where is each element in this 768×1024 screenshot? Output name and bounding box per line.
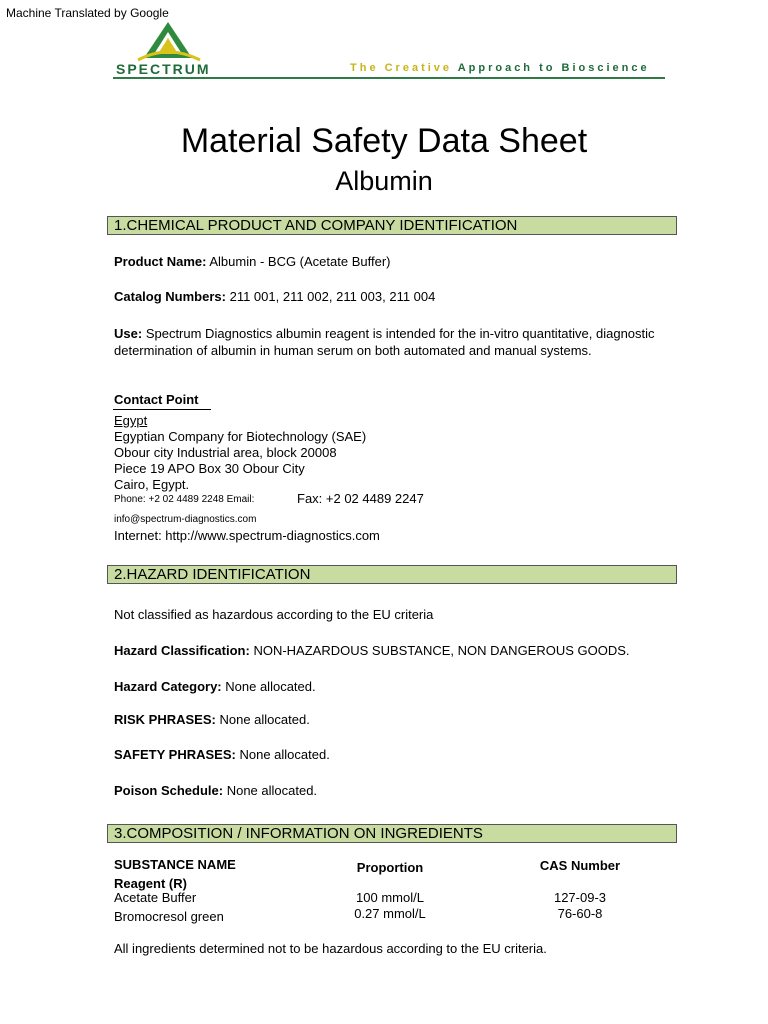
row-1-proportion: 100 mmol/L (356, 890, 424, 905)
contact-address-2: Piece 19 APO Box 30 Obour City (114, 461, 305, 476)
tagline-rest: Approach to Bioscience (457, 62, 650, 74)
hazard-classification-label: Hazard Classification: (114, 643, 250, 658)
use-line-1 (114, 326, 655, 341)
contact-city: Cairo, Egypt. (114, 477, 190, 492)
contact-address-1: Obour city Industrial area, block 20008 (114, 445, 337, 460)
composition-footer: All ingredients determined not to be hazardous according to the EU criteria. (114, 941, 547, 956)
hazard-category (114, 679, 316, 694)
section-1-heading: 1.CHEMICAL PRODUCT AND COMPANY IDENTIFICATION (107, 216, 677, 235)
contact-point-heading: Contact Point (114, 392, 199, 407)
safety-phrases (114, 747, 330, 762)
risk-phrases-label: RISK PHRASES: (114, 712, 216, 727)
document-subtitle: Albumin (335, 166, 433, 196)
col-substance-name: SUBSTANCE NAME (114, 857, 236, 872)
section-3-heading: 3.COMPOSITION / INFORMATION ON INGREDIENTS (107, 824, 677, 843)
use-line-2: determination of albumin in human serum on both automated and manual systems. (114, 343, 592, 358)
row-2-cas: 76-60-8 (557, 906, 603, 921)
product-name (114, 254, 390, 269)
hazard-classification (114, 643, 630, 658)
catalog-numbers-label: Catalog Numbers: (114, 289, 226, 304)
contact-point-underline (113, 409, 211, 410)
row-1-cas: 127-09-3 (553, 890, 607, 905)
poison-schedule-value: None allocated. (226, 783, 318, 798)
contact-phone: Phone: +2 02 4489 2248 Email: (114, 494, 255, 505)
reagent-group: Reagent (R) (114, 876, 187, 891)
poison-schedule-label: Poison Schedule: (114, 783, 224, 798)
hazard-category-label: Hazard Category: (114, 679, 222, 694)
document-title: Material Safety Data Sheet (180, 122, 588, 160)
product-name-value: Albumin - BCG (Acetate Buffer) (209, 254, 391, 269)
row-2-proportion: 0.27 mmol/L (354, 906, 426, 921)
hazard-category-value: None allocated. (225, 679, 316, 694)
use-text-1: Spectrum Diagnostics albumin reagent is intended for the in-vitro quantitative, diagnostic (145, 326, 655, 341)
use-label: Use: (114, 326, 143, 341)
risk-phrases-value: None allocated. (219, 712, 310, 727)
brand-name: SPECTRUM (116, 61, 211, 77)
col-cas-number: CAS Number (539, 858, 621, 873)
catalog-numbers-value: 211 001, 211 002, 211 003, 211 004 (229, 289, 436, 304)
row-2-name: Bromocresol green (114, 909, 224, 924)
safety-phrases-label: SAFETY PHRASES: (114, 747, 236, 762)
risk-phrases (114, 712, 310, 727)
section-2-heading: 2.HAZARD IDENTIFICATION (107, 565, 677, 584)
hazard-classification-value: NON-HAZARDOUS SUBSTANCE, NON DANGEROUS GOODS. (253, 643, 630, 658)
product-name-label: Product Name: (114, 254, 207, 269)
poison-schedule (114, 783, 317, 798)
hazard-intro: Not classified as hazardous according to the EU criteria (114, 607, 434, 622)
brand-tagline (350, 62, 650, 74)
header-divider (113, 77, 665, 79)
col-proportion: Proportion (356, 860, 424, 875)
machine-translation-note: Machine Translated by Google (6, 6, 169, 20)
contact-fax: Fax: +2 02 4489 2247 (297, 491, 424, 506)
row-1-name: Acetate Buffer (114, 890, 197, 905)
contact-email-link[interactable]: info@spectrum-diagnostics.com (114, 514, 257, 525)
contact-company: Egyptian Company for Biotechnology (SAE) (114, 429, 367, 444)
contact-country: Egypt (114, 413, 148, 428)
tagline-highlight: The Creative (350, 62, 453, 74)
contact-internet-link[interactable]: Internet: http://www.spectrum-diagnostics.com (114, 528, 380, 543)
safety-phrases-value: None allocated. (239, 747, 330, 762)
catalog-numbers (114, 289, 435, 304)
